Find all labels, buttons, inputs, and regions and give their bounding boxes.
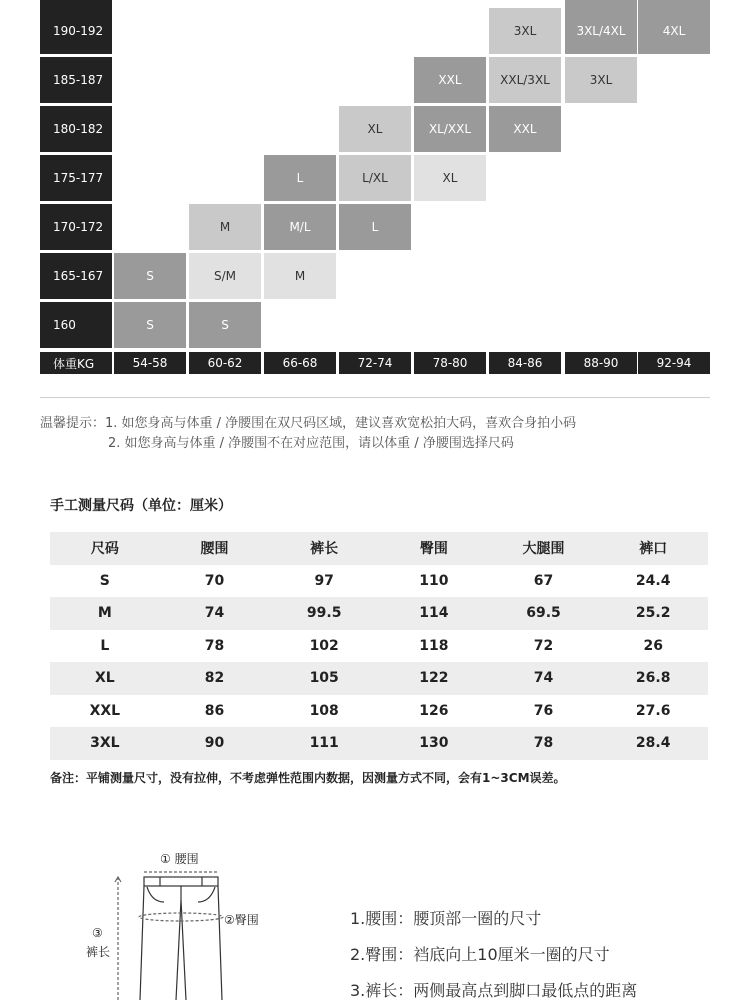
hip-label: ②臀围: [224, 913, 259, 927]
table-cell: 67: [533, 572, 554, 589]
size-cell: S/M: [189, 253, 261, 299]
definition-waist: 1.腰围：腰顶部一圈的尺寸: [350, 909, 542, 928]
table-cell: L: [100, 637, 110, 654]
size-cell: 4XL: [638, 8, 710, 54]
size-cell: XL/XXL: [414, 106, 486, 152]
table-cell: 27.6: [635, 702, 671, 719]
table-cell: 122: [419, 670, 449, 687]
table-row: [50, 565, 708, 598]
size-cell: XXL: [489, 106, 561, 152]
size-cell: 3XL: [489, 8, 561, 54]
waist-label: ① 腰围: [160, 852, 199, 866]
table-cell: 110: [419, 572, 449, 589]
table-cell: 111: [309, 735, 339, 752]
size-cell: XXL: [414, 57, 486, 103]
table-row: [50, 630, 708, 663]
table-cell: 28.4: [635, 735, 671, 752]
table-cell: 99.5: [306, 605, 342, 622]
table-cell: 97: [314, 572, 334, 589]
height-label: 175-177: [40, 155, 112, 201]
table-cell: XL: [94, 670, 115, 687]
size-cell: S: [114, 253, 186, 299]
table-cell: S: [99, 572, 110, 589]
weight-range-label: 60-62: [189, 352, 261, 374]
table-cell: 大腿围: [522, 541, 565, 558]
table-cell: 78: [533, 735, 554, 752]
size-cell: XL: [339, 106, 411, 152]
height-label: 190-192: [40, 8, 112, 54]
table-cell: 26: [643, 637, 663, 654]
table-cell: 72: [533, 637, 554, 654]
height-label: 185-187: [40, 57, 112, 103]
table-row: [50, 727, 708, 760]
table-header-row: [50, 532, 708, 565]
table-cell: 130: [419, 735, 449, 752]
height-label: 180-182: [40, 106, 112, 152]
table-row: [50, 662, 708, 695]
table-cell: 108: [309, 702, 339, 719]
table-cell: 24.4: [635, 572, 671, 589]
weight-range-label: 92-94: [638, 352, 710, 374]
table-cell: 26.8: [635, 670, 671, 687]
size-cell: 3XL/4XL: [565, 8, 637, 54]
table-cell: M: [97, 605, 112, 622]
table-cell: 78: [204, 637, 225, 654]
table-cell: 臀围: [419, 541, 448, 558]
size-cell: XL: [414, 155, 486, 201]
tip-line-2: 2. 如您身高与体重 / 净腰围不在对应范围，请以体重 / 净腰围选择尺码: [108, 436, 514, 451]
table-cell: 70: [204, 572, 225, 589]
weight-range-label: 78-80: [414, 352, 486, 374]
table-cell: 105: [309, 670, 339, 687]
size-cell: M: [189, 204, 261, 250]
weight-range-label: 84-86: [489, 352, 561, 374]
table-cell: 76: [533, 702, 554, 719]
measurement-table: [50, 532, 708, 760]
definition-length: 3.裤长：两侧最高点到脚口最低点的距离: [350, 981, 638, 1000]
table-cell: 86: [204, 702, 225, 719]
table-cell: 腰围: [200, 541, 229, 558]
weight-range-label: 72-74: [339, 352, 411, 374]
measure-table-title: 手工测量尺码（单位：厘米）: [50, 498, 232, 514]
table-row: [50, 597, 708, 630]
size-cell: L: [264, 155, 336, 201]
table-cell: XXL: [89, 702, 121, 719]
size-cell: L/XL: [339, 155, 411, 201]
height-label: 160: [40, 302, 112, 348]
table-cell: 102: [309, 637, 339, 654]
table-cell: 126: [419, 702, 449, 719]
height-label: 165-167: [40, 253, 112, 299]
table-cell: 118: [419, 637, 449, 654]
table-cell: 82: [204, 670, 225, 687]
definition-hip: 2.臀围：裆底向上10厘米一圈的尺寸: [350, 945, 610, 964]
table-cell: 3XL: [90, 735, 120, 752]
size-cell-top-partial: [565, 0, 637, 8]
table-cell: 74: [533, 670, 554, 687]
weight-range-label: 54-58: [114, 352, 186, 374]
table-cell: 尺码: [90, 541, 119, 558]
table-cell: 74: [204, 605, 225, 622]
size-cell: S: [114, 302, 186, 348]
height-cell-top-partial: [40, 0, 112, 8]
table-cell: 裤长: [310, 541, 339, 558]
weight-axis-label: 体重KG: [40, 352, 112, 374]
table-cell: 69.5: [526, 605, 561, 622]
size-cell: S: [189, 302, 261, 348]
tip-line-1: 温馨提示：1. 如您身高与体重 / 净腰围在双尺码区域，建议喜欢宽松拍大码，喜欢合身拍小码: [40, 416, 577, 431]
table-cell: 90: [204, 735, 225, 752]
table-cell: 裤口: [639, 541, 668, 558]
size-cell: XXL/3XL: [489, 57, 561, 103]
size-cell: 3XL: [565, 57, 637, 103]
weight-range-label: 66-68: [264, 352, 336, 374]
size-cell-top-partial: [638, 0, 710, 8]
table-cell: 114: [419, 605, 449, 622]
size-cell: M/L: [264, 204, 336, 250]
size-cell: M: [264, 253, 336, 299]
table-row: [50, 695, 708, 728]
size-cell: L: [339, 204, 411, 250]
table-cell: 25.2: [635, 605, 671, 622]
length-number: ③: [92, 926, 103, 940]
divider: [40, 397, 710, 398]
weight-range-label: 88-90: [565, 352, 637, 374]
height-label: 170-172: [40, 204, 112, 250]
measurement-note: 备注：平铺测量尺寸，没有拉伸，不考虑弹性范围内数据，因测量方式不同，会有1~3CM误差。: [50, 771, 566, 785]
length-label: 裤长: [86, 945, 111, 959]
